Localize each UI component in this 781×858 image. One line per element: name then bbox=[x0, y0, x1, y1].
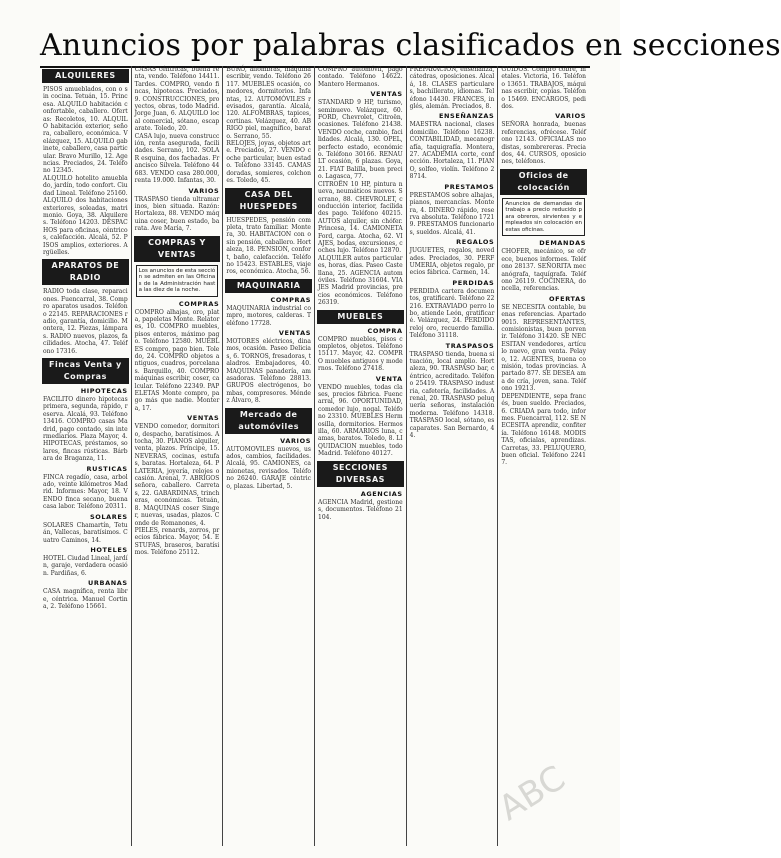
subsection-heading: VARIOS bbox=[188, 186, 220, 195]
classified-ad-text: VENDO comedor, dormitorio, despacho, baratísimos. Atocha, 30. PIANOS alquiler, venta, plazos. Príncipe, 15. NEVERAS, cocinas, estufas, baratas. Hortaleza, 64. PLATERIA, joyería, relojes ocasión. Arenal, 7. ABRIGOS señora, caballero. Carretas, 22. GABARDINAS, trincheras, económicas. Tetuán, 8. MAQUINAS coser Singer, nuevas, usadas, plazos. Conde de Romanones, 4. bbox=[134, 423, 220, 527]
subsection-heading: TRASPASOS bbox=[445, 341, 495, 350]
classified-ad-text: BURÓ, alfombras, máquina escribir, vendo. Teléfono 26117. MUEBLES ocasión, comedores, dormitorios. Infantas, 12. AUTOMÓVILES revisados, garantía. Alcalá, 120. ALFOMBRAS, tapices, cortinas. Velázquez, 40. ABRIGO piel, magnífico, barato. Serrano, 55. bbox=[226, 66, 311, 140]
page-title: Anuncios por palabras clasificados en secciones bbox=[40, 28, 781, 63]
classified-ad-text: HOTEL Ciudad Lineal, jardín, garaje, verdadera ocasión. Pardiñas, 6. bbox=[43, 554, 128, 577]
subsection-heading: VENTAS bbox=[187, 414, 220, 423]
subsection-heading: VARIOS bbox=[280, 436, 311, 445]
subsection-heading: URBANAS bbox=[88, 579, 128, 588]
subsection-heading: OFERTAS bbox=[549, 294, 586, 303]
classified-ad-text: COMPRO muebles, pisos completos, objetos. Teléfono 15117. Mayor, 42. COMPRO muebles antiguos y modernos. Teléfono 27418. bbox=[318, 335, 403, 373]
subsection-heading: VENTAS bbox=[278, 328, 311, 337]
classified-ad-text: COMPRO alhajas, oro, plata, papeletas Monte. Relatores, 10. COMPRO muebles, pisos enteros, máximo pago. Teléfono 12580. MUEBLES compro, pago bien. Toledo, 24. COMPRO objetos antiguos, cuadros, porcelanas. Barquillo, 40. COMPRO máquinas escribir, coser, calcular. Teléfono 22349. PAPELETAS Monte compro, pago más que nadie. Montera, 17. bbox=[134, 308, 220, 412]
subsection-heading: SOLARES bbox=[89, 512, 128, 521]
classified-ad-text: VENDO muebles, todas clases, precios fábrica. Fuencarral, 96. OPORTUNIDAD, comedor lujo, nogal. Teléfono 23310. MUEBLES Hermosilla, dormitorios. Hermosilla, 60. ARMARIOS luna, camas, baratos. Toledo, 8. LIQUIDACION muebles, todo Madrid. Teléfono 40127. bbox=[318, 383, 403, 458]
section-heading: Oficios de colocación bbox=[500, 169, 587, 195]
classified-ad-text: PISOS amueblados, con o sin cocina. Tetuán, 15. Princesa. ALQUILO habitación confortable, caballero. Ofertas: Recoletos, 10. ALQUILO habitación exterior, señora, caballero, económica. Velázquez, 15. ALQUILO gabinete, caballero, casa particular. Bravo Murillo, 12. Agencias. Preciados, 24. Teléfono 12345. bbox=[43, 86, 128, 175]
section-heading: MUEBLES bbox=[317, 310, 404, 324]
column-2 bbox=[132, 66, 223, 846]
subsection-heading: HIPOTECAS bbox=[80, 387, 128, 395]
classified-ad-text: CITROËN 10 HP, pintura nueva, neumáticos nuevos. Serrano, 88. CHEVROLET, conducción interior, facilidades pago. Teléfono 40215. AUTOS alquiler, sin chófer. Princesa, 14. CAMIONETA Ford, carga. Atocha, 62. VIAJES, bodas, excursiones, coches lujo. Teléfono 12870. bbox=[318, 180, 403, 255]
classified-ad-text: JUGUETES, regalos, novedades. Preciados, 30. PERFUMERIA, objetos regalo, precios fábrica. Carmen, 14. bbox=[409, 247, 495, 277]
column-4 bbox=[315, 66, 406, 846]
section-heading: Mercado de automóviles bbox=[225, 408, 312, 434]
subsection-heading: ENSEÑANZAS bbox=[438, 112, 495, 121]
classified-columns bbox=[40, 66, 590, 846]
classified-ad-text: AGENCIA Madrid, gestiones, documentos. Teléfono 21104. bbox=[318, 498, 403, 521]
subsection-heading: VARIOS bbox=[555, 112, 586, 121]
classified-ad-text: SOLARES Chamartín, Tetuán, Vallecas, baratísimos. Cuatro Caminos, 14. bbox=[43, 521, 128, 544]
column-6 bbox=[498, 66, 589, 846]
subsection-heading: RUSTICAS bbox=[86, 464, 128, 473]
section-heading: Fincas Venta y Compras bbox=[42, 358, 129, 384]
abc-watermark: ABC bbox=[492, 758, 573, 829]
subsection-heading: VENTA bbox=[375, 374, 403, 383]
classified-ad-text: PIELES, renards, zorros, precios fábrica. Mayor, 54. ESTUFAS, braseros, baratísimos. Teléfono 25112. bbox=[134, 526, 220, 557]
classified-ad-text: PREPARACION, enseñanza, cátedras, oposiciones. Alcalá, 18. CLASES particulares, bachillerato, idiomas. Teléfono 14430. FRANCES, inglés, alemán. Preciados, 8. bbox=[409, 66, 495, 111]
classified-ad-text: PERDIDA cartera documentos, gratificaré. Teléfono 22216. EXTRAVIADO perro lobo, atiende León, gratificaré. Velázquez, 24. PERDIDO reloj oro, recuerdo familia. Teléfono 31118. bbox=[409, 287, 495, 340]
classified-ad-text: RADIO toda clase, reparaciones. Fuencarral, 38. Compro aparatos usados. Teléfono 22145. REPARACIONES radio, garantía, domicilio. Montera, 12. Piezas, lámparas. RADIO nuevos, plazos, facilidades. Atocha, 47. Teléfono 17316. bbox=[43, 288, 128, 355]
subsection-heading: AGENCIAS bbox=[360, 489, 403, 498]
classified-ad-text: ALQUILO hotelito amueblado, jardín, todo confort. Ciudad Lineal. Teléfono 25160. ALQUILO dos habitaciones exteriores, soleadas, matrimonio. Goya, 38. Alquileres. Teléfono 14203. DESPACHOS para oficinas, céntricos, calefacción. Alcalá, 52. PISOS amplios, exteriores. Argüelles. bbox=[43, 174, 128, 256]
classified-ad-text: MOTORES eléctricos, dinamos, ocasión. Paseo Delicias, 6. TORNOS, fresadoras, taladros. Embajadores, 40. MAQUINAS panadería, amasadoras. Teléfono 28813. GRUPOS electrógenos, bombas, compresores. Méndez Álvaro, 8. bbox=[226, 337, 311, 405]
section-notice: Los anuncios de esta sección se admiten en las Oficinas de la Administración hasta las diez de la noche. bbox=[136, 265, 219, 297]
classified-ad-text: TRASPASO tienda ultramarinos, bien situada. Razón: Hortaleza, 88. VENDO máquina coser, buen estado, barata. Ave María, 7. bbox=[134, 195, 220, 233]
section-heading: ALQUILERES bbox=[42, 69, 129, 83]
column-3 bbox=[223, 66, 314, 846]
classified-ad-text: FACILITO dinero hipotecas primera, segunda, rápido, reserva. Alcalá, 93. Teléfono 13416. COMPRO casas Madrid, pago contado, sin intermediarios. Plaza Mayor, 4. HIPOTECAS, préstamos, solares, fincas rústicas. Bárbara de Braganza, 11. bbox=[43, 396, 128, 463]
classified-ad-text: GUIDOS. Compro cobre, metales. Victoria, 16. Teléfono 13651. TRABAJOS, máquinas escribir, copias. Teléfono 15469. ENCARGOS, pedidos. bbox=[501, 66, 586, 111]
classified-ad-text: CHOFER, mecánico, se ofrece, buenos informes. Teléfono 28137. SEÑORITA mecanógrafa, taquígrafa. Teléfono 26119. COCINERA, doncella, referencias. bbox=[501, 248, 586, 293]
classified-ad-text: ALQUILER autos particulares, horas, días. Paseo Castellana, 25. AGENCIA automóviles. Teléfono 31604. VIAJES Madrid provincias, precios económicos. Teléfono 26319. bbox=[318, 254, 403, 307]
subsection-heading: PERDIDAS bbox=[452, 278, 495, 287]
classified-ad-text: CASAS céntricas, buena renta, vendo. Teléfono 14411. Tardes. COMPRO, vendo fincas, hipotecas. Preciados, 9. CONSTRUCCIONES, proyectos, obras, todo Madrid. Jorge Juan, 6. ALQUILO local comercial, sótano, escaparate. Toledo, 20. bbox=[134, 66, 220, 133]
classified-ad-text: SEÑORA honrada, buenas referencias, ofrécese. Teléfono 12143. OFICIALAS modistas, sombrereras. Preciados, 44. CURSOS, oposiciones, teléfonos. bbox=[501, 121, 586, 166]
subsection-heading: PRESTAMOS bbox=[444, 182, 495, 191]
subsection-heading: COMPRA bbox=[367, 326, 403, 335]
subsection-heading: VENTAS bbox=[370, 90, 403, 99]
section-heading: SECCIONES DIVERSAS bbox=[317, 461, 404, 487]
subsection-heading: COMPRAS bbox=[270, 295, 311, 304]
section-notice: Anuncios de demandas de trabajo a precio reducido para obreros, sirvientes y empleados sin colocación en estas oficinas. bbox=[502, 198, 585, 237]
section-heading: MAQUINARIA bbox=[225, 279, 312, 293]
classified-ad-text: STANDARD 9 HP, turismo, seminuevo. Velázquez, 60. FORD, Chevrolet, Citroën, ocasiones. Teléfono 21438. VENDO coche, cambio, facilidades. Alcalá, 130. OPEL, perfecto estado, económico. Teléfono 30166. RENAULT ocasión, 6 plazas. Goya, 21. FIAT Balilla, buen precio. Lagasca, 77. bbox=[318, 99, 403, 181]
classified-ad-text: TRASPASO tienda, buena situación, local amplio. Hortaleza, 90. TRASPASO bar, céntrico, acreditado. Teléfono 25419. TRASPASO industria, cafetería, facilidades. Arenal, 20. TRASPASO peluquería señoras, instalación moderna. Teléfono 14318. TRASPASO local, sótano, escaparates. San Bernardo, 44. bbox=[409, 350, 495, 440]
classified-ad-text: CASA lujo, nueva construcción, renta asegurada, facilidades. Serrano, 102. SOLAR esquina, dos fachadas. Francisco Silvela. Teléfono 44683. VENDO casa 280.000, renta 19.000. Infantas, 30. bbox=[134, 132, 220, 185]
subsection-heading: COMPRAS bbox=[178, 299, 220, 308]
classified-ad-text: AUTOMOVILES nuevos, usados, cambios, facilidades. Alcalá, 95. CAMIONES, camionetas, revisados. Teléfono 26240. GARAJE céntrico, plazas. Libertad, 5. bbox=[226, 445, 311, 490]
classified-ad-text: MAQUINARIA industrial compro, motores, calderas. Teléfono 17728. bbox=[226, 304, 311, 327]
classified-ad-text: SE NECESITA contable, buenas referencias. Apartado 9015. REPRESENTANTES, comisionistas, buen porvenir. Teléfono 31420. SE NECESITAN vendedores, artículo nuevo, gran venta. Pelayo, 12. AGENTES, buena comisión, todas provincias. Apartado 877. SE DESEA ama de cría, joven, sana. Teléfono 19213. bbox=[501, 303, 586, 393]
classified-ad-text: FINCA regadío, casa, arbolado, veinte kilómetros Madrid. Informes: Mayor, 18. VENDO finca secano, buena casa labor. Teléfono 20311. bbox=[43, 473, 128, 511]
classified-ad-text: MAESTRA nacional, clases domicilio. Teléfono 16238. CONTABILIDAD, mecanografía, taquigrafía. Montera, 27. ACADEMIA corte, confección. Hortaleza, 11. PIANO, solfeo, violín. Teléfono 28714. bbox=[409, 121, 495, 181]
subsection-heading: DEMANDAS bbox=[539, 239, 586, 248]
column-5 bbox=[407, 66, 498, 846]
classified-ad-text: HUESPEDES, pensión completa, trato familiar. Montera, 30. HABITACION con o sin pensión, caballero. Hortaleza, 18. PENSION, confort, baño, calefacción. Teléfono 15423. ESTABLES, viajeros, económica. Atocha, 56. bbox=[226, 216, 311, 276]
subsection-heading: HOTELES bbox=[90, 545, 128, 554]
subsection-heading: REGALOS bbox=[456, 238, 495, 247]
classified-ad-text: RELOJES, joyas, objetos arte. Preciados, 27. VENDO coche particular, buen estado. Teléfono 33145. CAMAS doradas, somieres, colchones. Toledo, 45. bbox=[226, 140, 311, 185]
column-1 bbox=[40, 66, 131, 846]
section-heading: CASA DEL HUESPEDES bbox=[225, 188, 312, 214]
section-heading: APARATOS DE RADIO bbox=[42, 259, 129, 285]
classified-ad-text: COMPRO automóvil, pago contado. Teléfono 14622. Mantero Hermanos. bbox=[318, 66, 403, 88]
classified-ad-text: PRESTAMOS sobre alhajas, pianos, mercancías. Montera, 4. DINERO rápido, reserva absoluta. Teléfono 17219. PRESTAMOS funcionarios, sueldos. Alcalá, 41. bbox=[409, 191, 495, 236]
section-heading: COMPRAS Y VENTAS bbox=[134, 236, 221, 262]
classified-ad-text: CASA magnífica, renta libre, céntrica. Manuel Cortina, 2. Teléfono 15661. bbox=[43, 588, 128, 610]
classified-ad-text: DEPENDIENTE, sepa francés, buen sueldo. Preciados, 6. CRIADA para todo, informes. Fuencarral, 112. SE NECESITA aprendiz, confitería. Teléfono 16148. MODISTAS, oficialas, aprendizas. Carretas, 33. PELUQUERO, buen oficial. Teléfono 22417. bbox=[501, 392, 586, 467]
